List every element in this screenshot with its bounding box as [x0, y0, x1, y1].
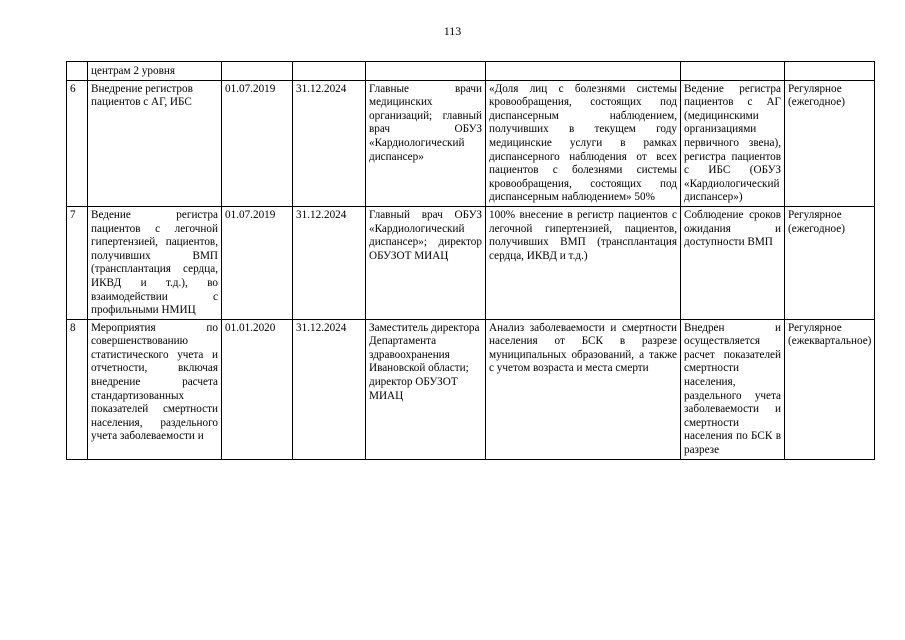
table-row	[67, 80, 875, 206]
table-row	[67, 206, 875, 319]
start-date-cell	[222, 62, 293, 81]
indicator-cell: 100% внесение в регистр пациентов с легочной гипертензией, пациентов, получивших ВМП (трансплантация сердца, ИКВД и т.д.)	[486, 206, 681, 319]
end-date-cell: 31.12.2024	[293, 80, 366, 206]
end-date-cell: 31.12.2024	[293, 206, 366, 319]
measures-table	[66, 61, 875, 460]
measure-cell: Ведение регистра пациентов с легочной гипертензией, пациентов, получивших ВМП (трансплантация сердца, ИКВД и т.д.), во взаимодействии с профильными НМИЦ	[88, 206, 222, 319]
table-row	[67, 319, 875, 459]
responsible-cell: Заместитель директора Департамента здравоохранения Ивановской области; директор ОБУЗОТ МИАЦ	[366, 319, 486, 459]
regularity-cell	[785, 62, 875, 81]
result-cell	[681, 62, 785, 81]
indicator-cell	[486, 62, 681, 81]
measure-cell: Мероприятия по совершенствованию статистического учета и отчетности, включая внедрение расчета стандартизованных показателей смертности населения, раздельного учета заболеваемости и	[88, 319, 222, 459]
indicator-cell: Анализ заболеваемости и смертности населения от БСК в разрезе муниципальных образований, а также с учетом возраста и места смерти	[486, 319, 681, 459]
end-date-cell	[293, 62, 366, 81]
regularity-cell: Регулярное (ежеквартальное)	[785, 319, 875, 459]
num-cell	[67, 62, 88, 81]
result-cell: Соблюдение сроков ожидания и доступности ВМП	[681, 206, 785, 319]
table-row-continuation	[67, 62, 875, 81]
responsible-cell: Главные врачи медицинских организаций; главный врач ОБУЗ «Кардиологический диспансер»	[366, 80, 486, 206]
end-date-cell: 31.12.2024	[293, 319, 366, 459]
page-number: 113	[443, 24, 462, 38]
regularity-cell: Регулярное (ежегодное)	[785, 206, 875, 319]
responsible-cell: Главный врач ОБУЗ «Кардиологический диспансер»; директор ОБУЗОТ МИАЦ	[366, 206, 486, 319]
start-date-cell: 01.07.2019	[222, 80, 293, 206]
result-cell: Внедрен и осуществляется расчет показателей смертности населения, раздельного учета заболеваемости и смертности населения по БСК в разрезе	[681, 319, 785, 459]
result-cell: Ведение регистра пациентов с АГ (медицинскими организациями первичного звена), регистра пациентов с ИБС (ОБУЗ «Кардиологический диспансер»)	[681, 80, 785, 206]
num-cell: 7	[67, 206, 88, 319]
measure-cell: центрам 2 уровня	[88, 62, 222, 81]
start-date-cell: 01.01.2020	[222, 319, 293, 459]
start-date-cell: 01.07.2019	[222, 206, 293, 319]
measure-cell: Внедрение регистров пациентов с АГ, ИБС	[88, 80, 222, 206]
num-cell: 6	[67, 80, 88, 206]
indicator-cell: «Доля лиц с болезнями системы кровообращения, состоящих под диспансерным наблюдением, получивших в текущем году медицинские услуги в рамках диспансерного наблюдения от всех пациентов с болезнями системы кровообращения, состоящих под диспансерным наблюдением» 50%	[486, 80, 681, 206]
responsible-cell	[366, 62, 486, 81]
num-cell: 8	[67, 319, 88, 459]
regularity-cell: Регулярное (ежегодное)	[785, 80, 875, 206]
